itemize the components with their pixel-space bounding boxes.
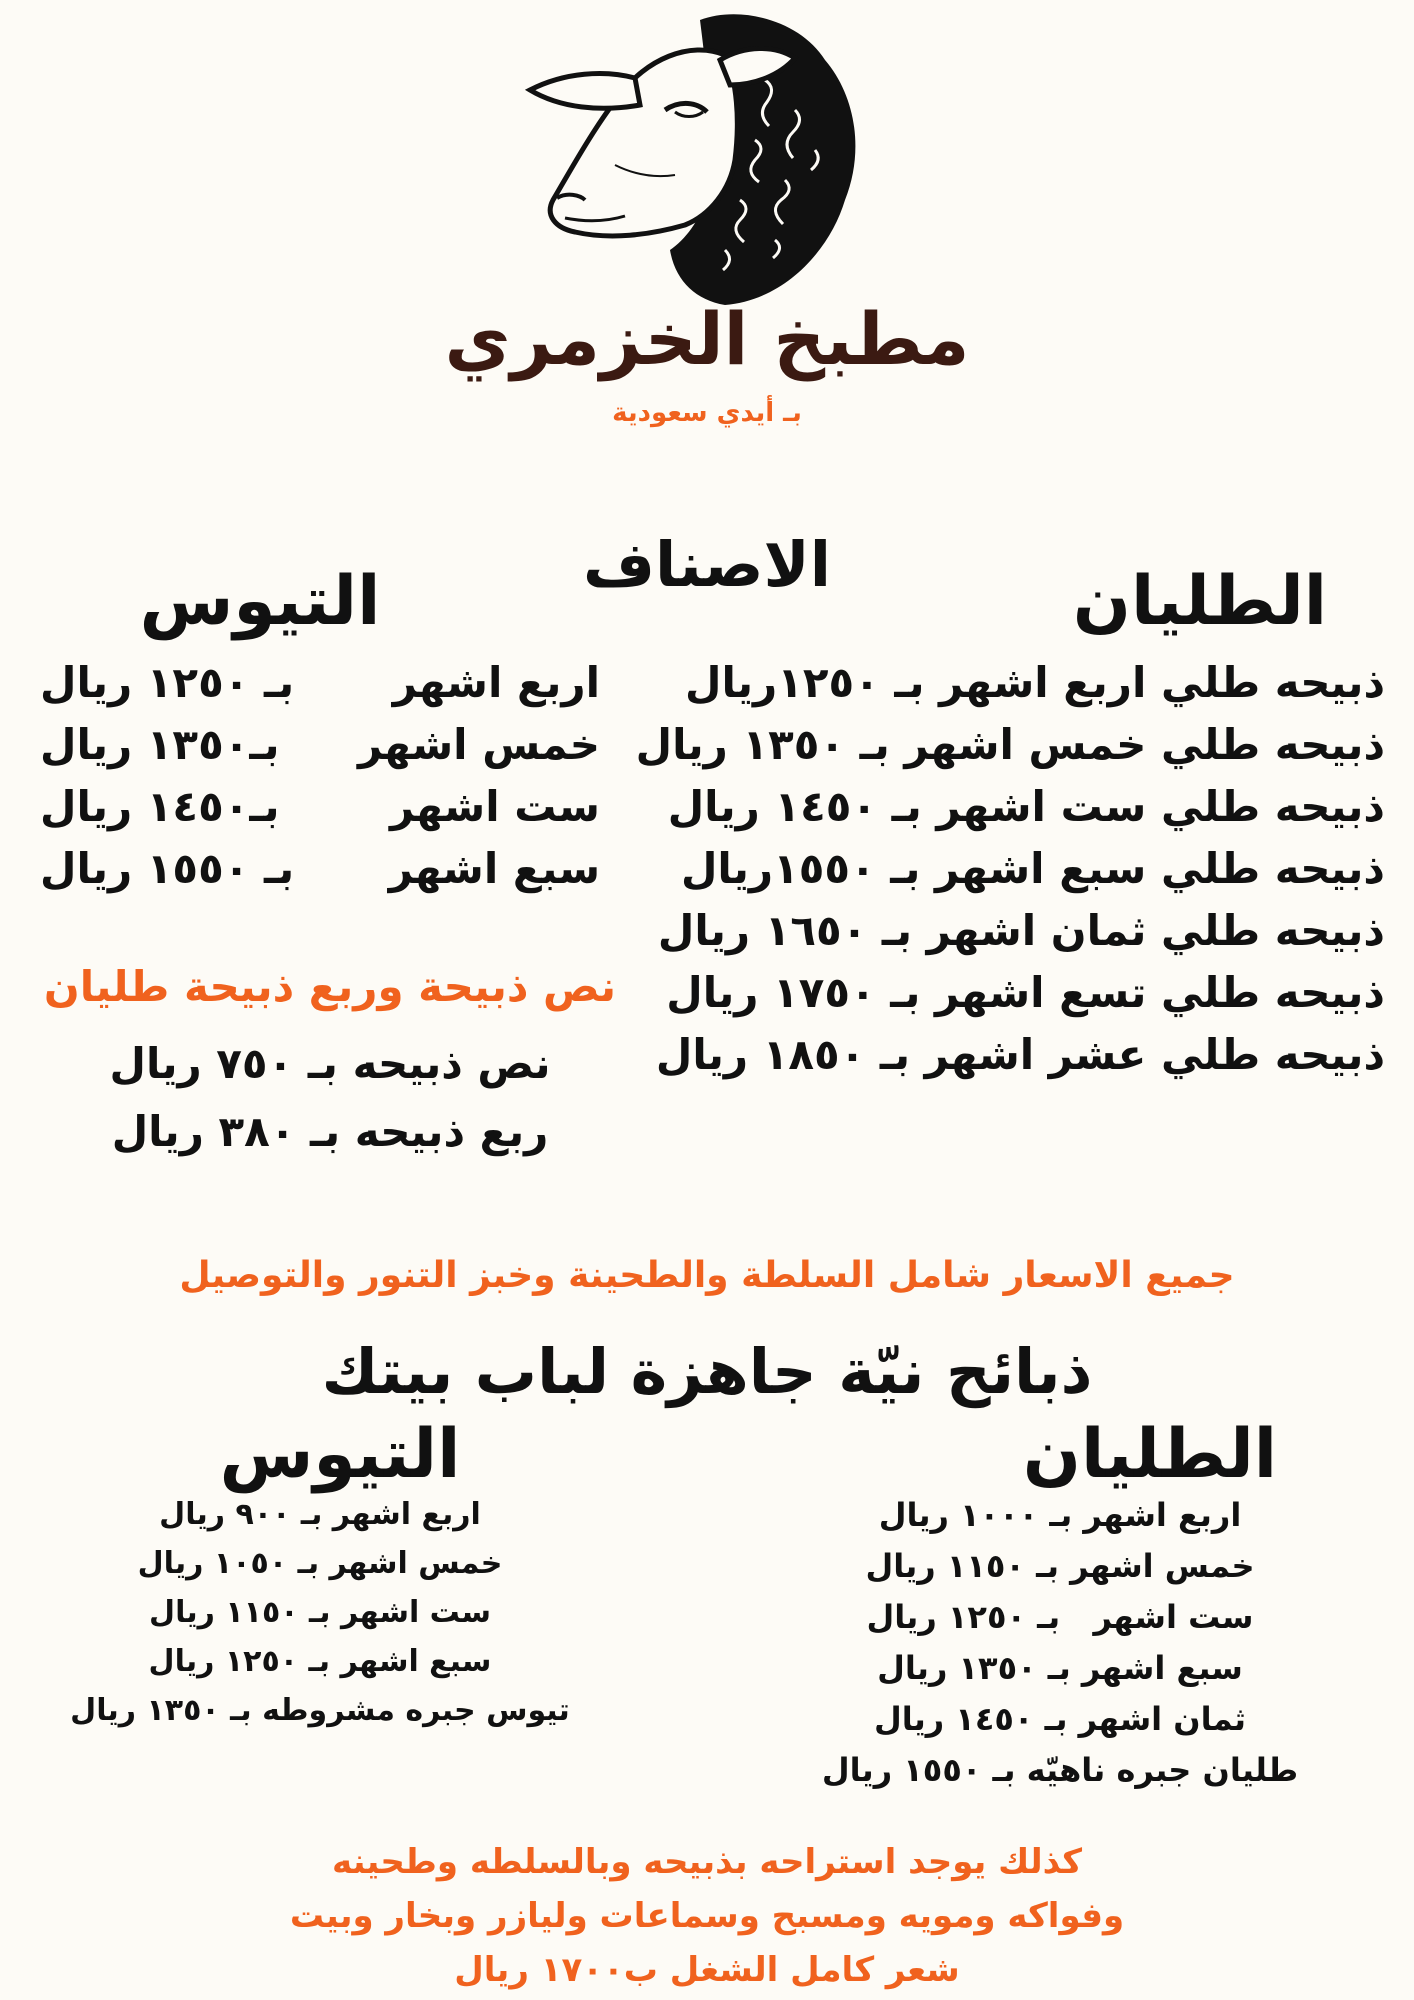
list-item (40, 652, 600, 714)
list-item: ذبيحه طلي ثمان اشهر بـ ١٦٥٠ ريال (657, 906, 1385, 955)
list-item: اربع اشهر بـ ١٠٠٠ ريال (878, 1496, 1242, 1534)
age-label: سبع اشهر (388, 844, 600, 893)
list-item (40, 714, 600, 776)
price-label: بـ١٣٥٠ ريال (40, 720, 280, 769)
raw-teyous-heading: التيوس (219, 1415, 461, 1494)
list-item: ست اشهر بـ ١١٥٠ ريال (149, 1595, 491, 1630)
list-item (40, 838, 600, 900)
brand-name: مطبخ الخزمري (444, 297, 970, 381)
list-item (40, 776, 600, 838)
list-item: خمس اشهر بـ ١٠٥٠ ريال (137, 1546, 503, 1581)
list-item: سبع اشهر بـ ١٢٥٠ ريال (148, 1644, 492, 1679)
talyan-heading: الطليان (1072, 562, 1328, 641)
list-item: تيوس جبره مشروطه بـ ١٣٥٠ ريال (70, 1693, 570, 1728)
categories-title: الاصناف (583, 528, 831, 601)
price-label: بـ ١٥٥٠ ريال (40, 844, 295, 893)
teyous-price-list (40, 652, 600, 900)
list-item: نص ذبيحه بـ ٧٥٠ ريال (109, 1039, 551, 1088)
list-item: ربع ذبيحه بـ ٣٨٠ ريال (111, 1107, 549, 1156)
list-item: اربع اشهر بـ ٩٠٠ ريال (159, 1497, 481, 1532)
list-item: ذبيحه طلي سبع اشهر بـ ١٥٥٠ريال (680, 844, 1385, 893)
list-item: ذبيحه طلي تسع اشهر بـ ١٧٥٠ ريال (666, 968, 1385, 1017)
teyous-heading: التيوس (139, 562, 381, 641)
raw-talyan-heading: الطليان (1022, 1415, 1278, 1494)
raw-talyan-price-list (780, 1490, 1340, 1796)
raw-section-title: ذبائح نيّة جاهزة لباب بيتك (321, 1335, 1093, 1408)
list-item: ذبيحه طلي اربع اشهر بـ ١٢٥٠ريال (685, 658, 1385, 707)
talyan-price-list (635, 652, 1385, 1086)
portions-price-list (60, 1030, 600, 1166)
portions-heading: نص ذبيحة وربع ذبيحة طليان (43, 962, 617, 1011)
list-item: ذبيحه طلي عشر اشهر بـ ١٨٥٠ ريال (655, 1030, 1385, 1079)
list-item: طليان جبره ناهيّه بـ ١٥٥٠ ريال (821, 1751, 1299, 1789)
list-item: ثمان اشهر بـ ١٤٥٠ ريال (873, 1700, 1247, 1738)
extra-offer-note (107, 1835, 1307, 1997)
raw-teyous-price-list (40, 1490, 600, 1735)
age-label: خمس اشهر (358, 720, 600, 769)
price-label: بـ١٤٥٠ ريال (40, 782, 280, 831)
note-line: وفواكه ومويه ومسبح وسماعات وليازر وبخار وبيت (289, 1896, 1125, 1936)
list-item: ذبيحه طلي خمس اشهر بـ ١٣٥٠ ريال (635, 720, 1385, 769)
brand-tagline: بـ أيدي سعودية (612, 398, 802, 428)
list-item: ست اشهر بـ ١٢٥٠ ريال (866, 1598, 1254, 1636)
list-item: خمس اشهر بـ ١١٥٠ ريال (865, 1547, 1255, 1585)
sheep-head-logo (525, 0, 885, 315)
list-item: سبع اشهر بـ ١٣٥٠ ريال (877, 1649, 1243, 1687)
note-line: شعر كامل الشغل ب١٧٠٠ ريال (454, 1950, 960, 1990)
price-label: بـ ١٢٥٠ ريال (40, 658, 295, 707)
age-label: اربع اشهر (392, 658, 600, 707)
age-label: ست اشهر (390, 782, 600, 831)
note-line: كذلك يوجد استراحه بذبيحه وبالسلطه وطحينه (331, 1842, 1082, 1882)
includes-note: جميع الاسعار شامل السلطة والطحينة وخبز التنور والتوصيل (179, 1255, 1235, 1296)
list-item: ذبيحه طلي ست اشهر بـ ١٤٥٠ ريال (667, 782, 1385, 831)
